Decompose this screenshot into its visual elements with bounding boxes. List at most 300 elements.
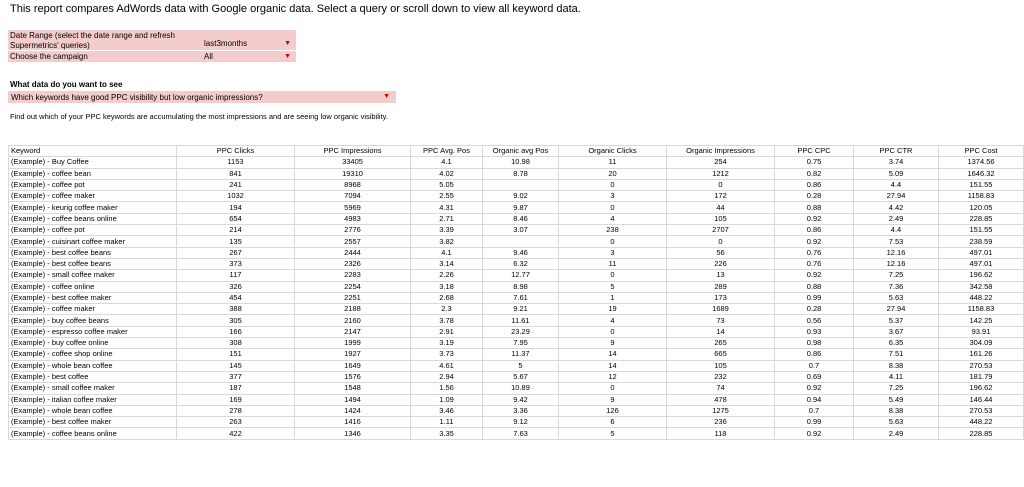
- metric-cell: 0.69: [775, 371, 854, 382]
- metric-cell: 6.35: [854, 338, 939, 349]
- metric-cell: 0: [559, 326, 667, 337]
- metric-cell: 8.38: [854, 360, 939, 371]
- metric-cell: 12: [559, 371, 667, 382]
- table-row: [9, 247, 1024, 258]
- metric-cell: 841: [177, 168, 295, 179]
- table-header-row: [9, 146, 1024, 157]
- metric-cell: 214: [177, 225, 295, 236]
- metric-cell: 0: [559, 270, 667, 281]
- metric-cell: 0.94: [775, 394, 854, 405]
- metric-cell: 20: [559, 168, 667, 179]
- metric-cell: 169: [177, 394, 295, 405]
- keyword-cell: (Example) - buy coffee online: [9, 338, 177, 349]
- question-select[interactable]: [8, 91, 396, 103]
- metric-cell: 278: [177, 405, 295, 416]
- metric-cell: 238: [559, 225, 667, 236]
- table-row: [9, 281, 1024, 292]
- metric-cell: 0.99: [775, 292, 854, 303]
- table-row: [9, 270, 1024, 281]
- date-range-row: [8, 30, 296, 51]
- metric-cell: 44: [667, 202, 775, 213]
- metric-cell: 0.93: [775, 326, 854, 337]
- metric-cell: 228.85: [939, 428, 1024, 439]
- metric-cell: 267: [177, 247, 295, 258]
- metric-cell: 0.99: [775, 417, 854, 428]
- metric-cell: 0: [559, 383, 667, 394]
- metric-cell: 0.92: [775, 383, 854, 394]
- metric-cell: 1153: [177, 157, 295, 168]
- metric-cell: 388: [177, 304, 295, 315]
- metric-cell: 448.22: [939, 292, 1024, 303]
- table-row: [9, 213, 1024, 224]
- metric-cell: 19: [559, 304, 667, 315]
- metric-cell: 0.82: [775, 168, 854, 179]
- metric-cell: 9: [559, 338, 667, 349]
- column-header: PPC Impressions: [295, 146, 411, 157]
- metric-cell: 0.92: [775, 213, 854, 224]
- metric-cell: 0: [559, 179, 667, 190]
- keyword-cell: (Example) - small coffee maker: [9, 270, 177, 281]
- metric-cell: 3: [559, 247, 667, 258]
- metric-cell: 9: [559, 394, 667, 405]
- metric-cell: 289: [667, 281, 775, 292]
- date-range-value: last3months: [204, 39, 248, 48]
- metric-cell: 161.26: [939, 349, 1024, 360]
- metric-cell: 5.63: [854, 292, 939, 303]
- metric-cell: 3.78: [411, 315, 483, 326]
- metric-cell: 373: [177, 258, 295, 269]
- metric-cell: 2160: [295, 315, 411, 326]
- triangle-down-icon[interactable]: ▼: [383, 93, 390, 100]
- metric-cell: 422: [177, 428, 295, 439]
- metric-cell: 1999: [295, 338, 411, 349]
- metric-cell: 172: [667, 191, 775, 202]
- metric-cell: 0.7: [775, 405, 854, 416]
- metric-cell: 5: [559, 281, 667, 292]
- keyword-cell: (Example) - coffee beans online: [9, 428, 177, 439]
- metric-cell: 308: [177, 338, 295, 349]
- metric-cell: 3.36: [483, 405, 559, 416]
- metric-cell: 135: [177, 236, 295, 247]
- metric-cell: 1275: [667, 405, 775, 416]
- column-header: PPC CPC: [775, 146, 854, 157]
- keyword-cell: (Example) - italian coffee maker: [9, 394, 177, 405]
- table-row: [9, 371, 1024, 382]
- column-header: Keyword: [9, 146, 177, 157]
- column-header: Organic avg Pos: [483, 146, 559, 157]
- metric-cell: 1.56: [411, 383, 483, 394]
- keyword-cell: (Example) - coffee bean: [9, 168, 177, 179]
- column-header: PPC Avg. Pos: [411, 146, 483, 157]
- metric-cell: 0.98: [775, 338, 854, 349]
- table-row: [9, 360, 1024, 371]
- metric-cell: 304.09: [939, 338, 1024, 349]
- metric-cell: 0.28: [775, 191, 854, 202]
- metric-cell: 3.39: [411, 225, 483, 236]
- metric-cell: 2.49: [854, 428, 939, 439]
- metric-cell: 1424: [295, 405, 411, 416]
- metric-cell: 27.94: [854, 191, 939, 202]
- metric-cell: 8.98: [483, 281, 559, 292]
- metric-cell: 9.21: [483, 304, 559, 315]
- metric-cell: 2254: [295, 281, 411, 292]
- metric-cell: 4.1: [411, 247, 483, 258]
- metric-cell: 0.76: [775, 247, 854, 258]
- metric-cell: 23.29: [483, 326, 559, 337]
- table-row: [9, 225, 1024, 236]
- metric-cell: 1212: [667, 168, 775, 179]
- metric-cell: 7.25: [854, 383, 939, 394]
- table-body: [9, 157, 1024, 439]
- report-intro-text: This report compares AdWords data with Google organic data. Select a query or scroll down to view all keyword data.: [10, 3, 581, 15]
- keyword-cell: (Example) - best coffee maker: [9, 292, 177, 303]
- metric-cell: 6.32: [483, 258, 559, 269]
- keyword-cell: (Example) - whole bean coffee: [9, 360, 177, 371]
- column-header: PPC CTR: [854, 146, 939, 157]
- metric-cell: 7.63: [483, 428, 559, 439]
- metric-cell: 10.98: [483, 157, 559, 168]
- metric-cell: 4: [559, 213, 667, 224]
- metric-cell: 173: [667, 292, 775, 303]
- keyword-cell: (Example) - coffee shop online: [9, 349, 177, 360]
- keyword-cell: (Example) - best coffee: [9, 371, 177, 382]
- metric-cell: 2.49: [854, 213, 939, 224]
- keyword-cell: (Example) - espresso coffee maker: [9, 326, 177, 337]
- metric-cell: 377: [177, 371, 295, 382]
- metric-cell: 0.86: [775, 225, 854, 236]
- metric-cell: 3.67: [854, 326, 939, 337]
- metric-cell: 4.31: [411, 202, 483, 213]
- metric-cell: 665: [667, 349, 775, 360]
- metric-cell: 5.37: [854, 315, 939, 326]
- metric-cell: 142.25: [939, 315, 1024, 326]
- keyword-cell: (Example) - coffee beans online: [9, 213, 177, 224]
- metric-cell: 3.07: [483, 225, 559, 236]
- question-selected-value: Which keywords have good PPC visibility but low organic impressions?: [11, 92, 263, 102]
- metric-cell: 238.59: [939, 236, 1024, 247]
- metric-cell: 654: [177, 213, 295, 224]
- metric-cell: 448.22: [939, 417, 1024, 428]
- metric-cell: 7.25: [854, 270, 939, 281]
- metric-cell: 8.46: [483, 213, 559, 224]
- metric-cell: 228.85: [939, 213, 1024, 224]
- question-heading: What data do you want to see: [10, 80, 123, 89]
- metric-cell: 8.38: [854, 405, 939, 416]
- metric-cell: 117: [177, 270, 295, 281]
- metric-cell: 2147: [295, 326, 411, 337]
- metric-cell: 56: [667, 247, 775, 258]
- metric-cell: 2251: [295, 292, 411, 303]
- metric-cell: 0.92: [775, 428, 854, 439]
- keyword-cell: (Example) - cuisinart coffee maker: [9, 236, 177, 247]
- metric-cell: 1548: [295, 383, 411, 394]
- metric-cell: 5.05: [411, 179, 483, 190]
- metric-cell: 1576: [295, 371, 411, 382]
- metric-cell: 2.3: [411, 304, 483, 315]
- metric-cell: 263: [177, 417, 295, 428]
- metric-cell: 0.92: [775, 236, 854, 247]
- metric-cell: 5: [559, 428, 667, 439]
- metric-cell: 5.09: [854, 168, 939, 179]
- metric-cell: 2188: [295, 304, 411, 315]
- metric-cell: 1158.83: [939, 304, 1024, 315]
- report-description: Find out which of your PPC keywords are accumulating the most impressions and are seeing low organic visibility.: [10, 112, 388, 121]
- metric-cell: 120.05: [939, 202, 1024, 213]
- table-row: [9, 349, 1024, 360]
- metric-cell: 342.58: [939, 281, 1024, 292]
- metric-cell: [483, 236, 559, 247]
- metric-cell: 5.49: [854, 394, 939, 405]
- metric-cell: 2283: [295, 270, 411, 281]
- campaign-select[interactable]: [202, 51, 296, 63]
- metric-cell: 3.74: [854, 157, 939, 168]
- keyword-cell: (Example) - buy coffee beans: [9, 315, 177, 326]
- metric-cell: 3.18: [411, 281, 483, 292]
- metric-cell: 2.55: [411, 191, 483, 202]
- table-row: [9, 292, 1024, 303]
- metric-cell: 0.86: [775, 179, 854, 190]
- table-row: [9, 383, 1024, 394]
- metric-cell: 27.94: [854, 304, 939, 315]
- metric-cell: 1927: [295, 349, 411, 360]
- date-range-label: Date Range (select the date range and refresh Supermetrics' queries): [10, 31, 175, 50]
- metric-cell: 33405: [295, 157, 411, 168]
- metric-cell: 3.82: [411, 236, 483, 247]
- table-row: [9, 326, 1024, 337]
- metric-cell: 2.94: [411, 371, 483, 382]
- metric-cell: 14: [559, 360, 667, 371]
- metric-cell: 497.01: [939, 247, 1024, 258]
- column-header: PPC Clicks: [177, 146, 295, 157]
- metric-cell: 5969: [295, 202, 411, 213]
- metric-cell: 7.95: [483, 338, 559, 349]
- triangle-down-icon[interactable]: ▼: [284, 53, 291, 60]
- metric-cell: 9.12: [483, 417, 559, 428]
- metric-cell: 0: [559, 236, 667, 247]
- metric-cell: 326: [177, 281, 295, 292]
- table-row: [9, 304, 1024, 315]
- metric-cell: 2707: [667, 225, 775, 236]
- metric-cell: 14: [667, 326, 775, 337]
- metric-cell: 105: [667, 213, 775, 224]
- metric-cell: 3.14: [411, 258, 483, 269]
- metric-cell: 1374.56: [939, 157, 1024, 168]
- metric-cell: 0.92: [775, 270, 854, 281]
- metric-cell: 9.87: [483, 202, 559, 213]
- metric-cell: 9.42: [483, 394, 559, 405]
- keyword-cell: (Example) - keurig coffee maker: [9, 202, 177, 213]
- metric-cell: 1494: [295, 394, 411, 405]
- metric-cell: 5.67: [483, 371, 559, 382]
- metric-cell: 4.1: [411, 157, 483, 168]
- metric-cell: 0: [559, 202, 667, 213]
- metric-cell: 4: [559, 315, 667, 326]
- metric-cell: 7.61: [483, 292, 559, 303]
- metric-cell: 4.61: [411, 360, 483, 371]
- column-header: Organic Impressions: [667, 146, 775, 157]
- keyword-cell: (Example) - coffee pot: [9, 179, 177, 190]
- metric-cell: 4.11: [854, 371, 939, 382]
- keyword-cell: (Example) - coffee online: [9, 281, 177, 292]
- metric-cell: 2.26: [411, 270, 483, 281]
- metric-cell: 236: [667, 417, 775, 428]
- metric-cell: 8968: [295, 179, 411, 190]
- metric-cell: 241: [177, 179, 295, 190]
- metric-cell: 9.46: [483, 247, 559, 258]
- metric-cell: 7.36: [854, 281, 939, 292]
- metric-cell: 5: [483, 360, 559, 371]
- metric-cell: 0.7: [775, 360, 854, 371]
- metric-cell: 6: [559, 417, 667, 428]
- metric-cell: 1.09: [411, 394, 483, 405]
- metric-cell: 254: [667, 157, 775, 168]
- metric-cell: 2.71: [411, 213, 483, 224]
- metric-cell: 3: [559, 191, 667, 202]
- table-row: [9, 405, 1024, 416]
- metric-cell: 151: [177, 349, 295, 360]
- metric-cell: 4983: [295, 213, 411, 224]
- metric-cell: 2444: [295, 247, 411, 258]
- metric-cell: 305: [177, 315, 295, 326]
- campaign-value: All: [204, 52, 213, 61]
- metric-cell: 1032: [177, 191, 295, 202]
- metric-cell: 2.68: [411, 292, 483, 303]
- metric-cell: 1689: [667, 304, 775, 315]
- metric-cell: 478: [667, 394, 775, 405]
- metric-cell: 0: [667, 179, 775, 190]
- table-row: [9, 202, 1024, 213]
- metric-cell: 166: [177, 326, 295, 337]
- table-row: [9, 315, 1024, 326]
- metric-cell: 12.16: [854, 258, 939, 269]
- campaign-label: Choose the campaign: [10, 52, 88, 61]
- metric-cell: 194: [177, 202, 295, 213]
- table-row: [9, 417, 1024, 428]
- metric-cell: 151.55: [939, 225, 1024, 236]
- metric-cell: 146.44: [939, 394, 1024, 405]
- table-row: [9, 179, 1024, 190]
- keyword-data-table: [8, 145, 1024, 440]
- metric-cell: 11: [559, 157, 667, 168]
- metric-cell: 2557: [295, 236, 411, 247]
- metric-cell: 0.88: [775, 281, 854, 292]
- metric-cell: 14: [559, 349, 667, 360]
- metric-cell: 74: [667, 383, 775, 394]
- metric-cell: 232: [667, 371, 775, 382]
- metric-cell: 181.79: [939, 371, 1024, 382]
- metric-cell: 2326: [295, 258, 411, 269]
- metric-cell: 4.4: [854, 225, 939, 236]
- column-header: PPC Cost: [939, 146, 1024, 157]
- metric-cell: 12.77: [483, 270, 559, 281]
- metric-cell: 1416: [295, 417, 411, 428]
- keyword-cell: (Example) - best coffee beans: [9, 258, 177, 269]
- keyword-cell: (Example) - coffee maker: [9, 304, 177, 315]
- metric-cell: 265: [667, 338, 775, 349]
- metric-cell: 19310: [295, 168, 411, 179]
- metric-cell: 196.62: [939, 383, 1024, 394]
- metric-cell: 0.76: [775, 258, 854, 269]
- metric-cell: 3.73: [411, 349, 483, 360]
- metric-cell: 1346: [295, 428, 411, 439]
- metric-cell: 5.63: [854, 417, 939, 428]
- metric-cell: 497.01: [939, 258, 1024, 269]
- metric-cell: 118: [667, 428, 775, 439]
- metric-cell: 9.02: [483, 191, 559, 202]
- metric-cell: 8.78: [483, 168, 559, 179]
- metric-cell: 1646.32: [939, 168, 1024, 179]
- table-row: [9, 236, 1024, 247]
- metric-cell: 145: [177, 360, 295, 371]
- filters-panel: [8, 30, 296, 63]
- metric-cell: 3.19: [411, 338, 483, 349]
- metric-cell: 4.4: [854, 179, 939, 190]
- metric-cell: 10.89: [483, 383, 559, 394]
- date-range-select[interactable]: [202, 38, 296, 50]
- table-row: [9, 394, 1024, 405]
- keyword-cell: (Example) - coffee pot: [9, 225, 177, 236]
- metric-cell: 1.11: [411, 417, 483, 428]
- metric-cell: 93.91: [939, 326, 1024, 337]
- metric-cell: 0.56: [775, 315, 854, 326]
- metric-cell: 2.91: [411, 326, 483, 337]
- metric-cell: 270.53: [939, 360, 1024, 371]
- metric-cell: 7094: [295, 191, 411, 202]
- metric-cell: 7.53: [854, 236, 939, 247]
- metric-cell: 1: [559, 292, 667, 303]
- metric-cell: 11.61: [483, 315, 559, 326]
- metric-cell: 126: [559, 405, 667, 416]
- metric-cell: 187: [177, 383, 295, 394]
- table-row: [9, 168, 1024, 179]
- metric-cell: 105: [667, 360, 775, 371]
- table-row: [9, 338, 1024, 349]
- keyword-cell: (Example) - whole bean coffee: [9, 405, 177, 416]
- table-row: [9, 157, 1024, 168]
- triangle-down-icon[interactable]: ▼: [284, 40, 291, 47]
- metric-cell: 3.35: [411, 428, 483, 439]
- column-header: Organic Clicks: [559, 146, 667, 157]
- metric-cell: 454: [177, 292, 295, 303]
- metric-cell: 196.62: [939, 270, 1024, 281]
- metric-cell: 73: [667, 315, 775, 326]
- metric-cell: 226: [667, 258, 775, 269]
- metric-cell: 270.53: [939, 405, 1024, 416]
- campaign-row: [8, 51, 296, 63]
- table-row: [9, 191, 1024, 202]
- keyword-cell: (Example) - small coffee maker: [9, 383, 177, 394]
- metric-cell: 2776: [295, 225, 411, 236]
- metric-cell: 11.37: [483, 349, 559, 360]
- metric-cell: 3.46: [411, 405, 483, 416]
- metric-cell: 12.16: [854, 247, 939, 258]
- metric-cell: 4.02: [411, 168, 483, 179]
- table-row: [9, 428, 1024, 439]
- metric-cell: 1158.83: [939, 191, 1024, 202]
- metric-cell: 0.28: [775, 304, 854, 315]
- metric-cell: 11: [559, 258, 667, 269]
- metric-cell: 0.88: [775, 202, 854, 213]
- metric-cell: 0.86: [775, 349, 854, 360]
- keyword-cell: (Example) - best coffee beans: [9, 247, 177, 258]
- metric-cell: 1649: [295, 360, 411, 371]
- metric-cell: 4.42: [854, 202, 939, 213]
- metric-cell: [483, 179, 559, 190]
- metric-cell: 7.51: [854, 349, 939, 360]
- keyword-cell: (Example) - coffee maker: [9, 191, 177, 202]
- keyword-cell: (Example) - Buy Coffee: [9, 157, 177, 168]
- table-row: [9, 258, 1024, 269]
